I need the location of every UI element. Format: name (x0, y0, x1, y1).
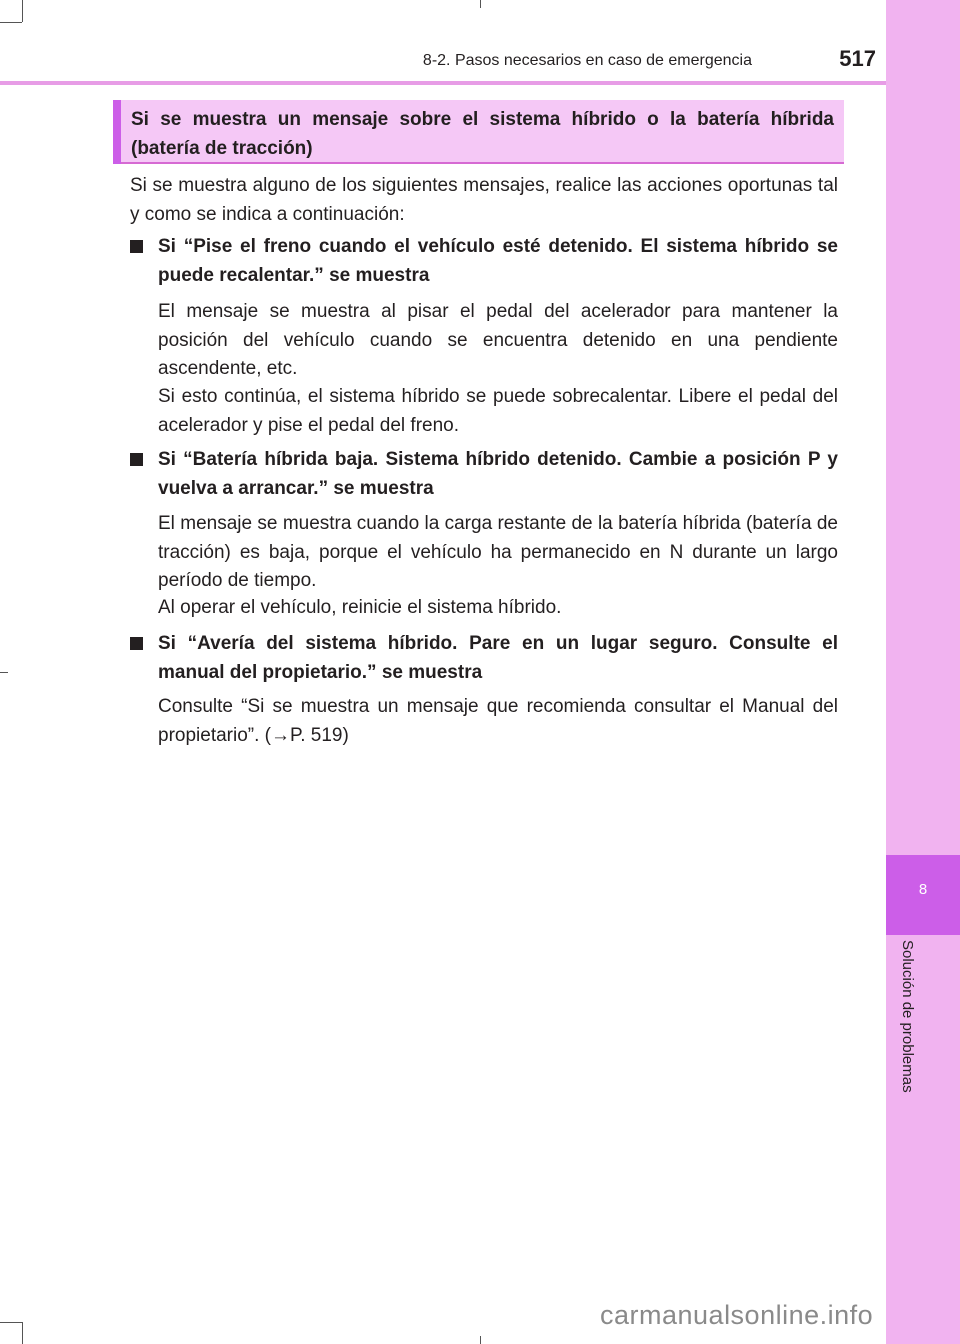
crop-mark (480, 1336, 481, 1344)
section-title: Si se muestra un mensaje sobre el sistema híbrido o la batería híbrida (batería de tracción) (131, 109, 834, 159)
square-bullet-icon (130, 637, 143, 650)
crop-mark (22, 0, 23, 22)
watermark: carmanualsonline.info (600, 1300, 874, 1330)
crop-mark (22, 1322, 23, 1344)
item-body: El mensaje se muestra cuando la carga restante de la batería híbrida (batería de tracción) es baja, porque el vehículo ha permanecido en N durante un largo período de tiempo. (158, 513, 838, 591)
page-number: 517 (839, 46, 876, 71)
chapter-title: Solución de problemas (899, 940, 916, 1093)
section-title-accent (113, 100, 121, 164)
crop-mark (0, 1322, 22, 1323)
square-bullet-icon (130, 240, 143, 253)
square-bullet-icon (130, 453, 143, 466)
item-heading (130, 233, 838, 290)
item-heading-text: Si “Batería híbrida baja. Sistema híbrido detenido. Cambie a posición P y vuelva a arrancar.” se muestra (158, 449, 838, 499)
intro-paragraph: Si se muestra alguno de los siguientes mensajes, realice las acciones oportunas tal y como se indica a continuación: (130, 175, 838, 225)
item-heading-text: Si “Pise el freno cuando el vehículo esté detenido. El sistema híbrido se puede recalentar.” se muestra (158, 236, 838, 286)
crop-mark (480, 0, 481, 8)
item-body: El mensaje se muestra al pisar el pedal del acelerador para mantener la posición del vehículo cuando se encuentra detenido en una pendiente ascendente, etc. (158, 301, 838, 379)
item-body: Al operar el vehículo, reinicie el sistema híbrido. (158, 597, 562, 618)
crop-mark (0, 22, 22, 23)
item-heading-text: Si “Avería del sistema híbrido. Pare en un lugar seguro. Consulte el manual del propietario.” se muestra (158, 633, 838, 683)
header-divider (0, 81, 886, 85)
section-header: 8-2. Pasos necesarios en caso de emergencia (422, 52, 752, 69)
chapter-side-tab (886, 0, 960, 1344)
crop-mark (0, 672, 8, 673)
item-body: Consulte “Si se muestra un mensaje que recomienda consultar el Manual del propietario”. (→P. 519) (158, 696, 838, 746)
item-heading (130, 446, 838, 503)
item-heading (130, 630, 838, 687)
chapter-number-tab: 8 (886, 855, 960, 935)
item-body: Si esto continúa, el sistema híbrido se puede sobrecalentar. Libere el pedal del acelerador y pise el pedal del freno. (158, 386, 838, 436)
